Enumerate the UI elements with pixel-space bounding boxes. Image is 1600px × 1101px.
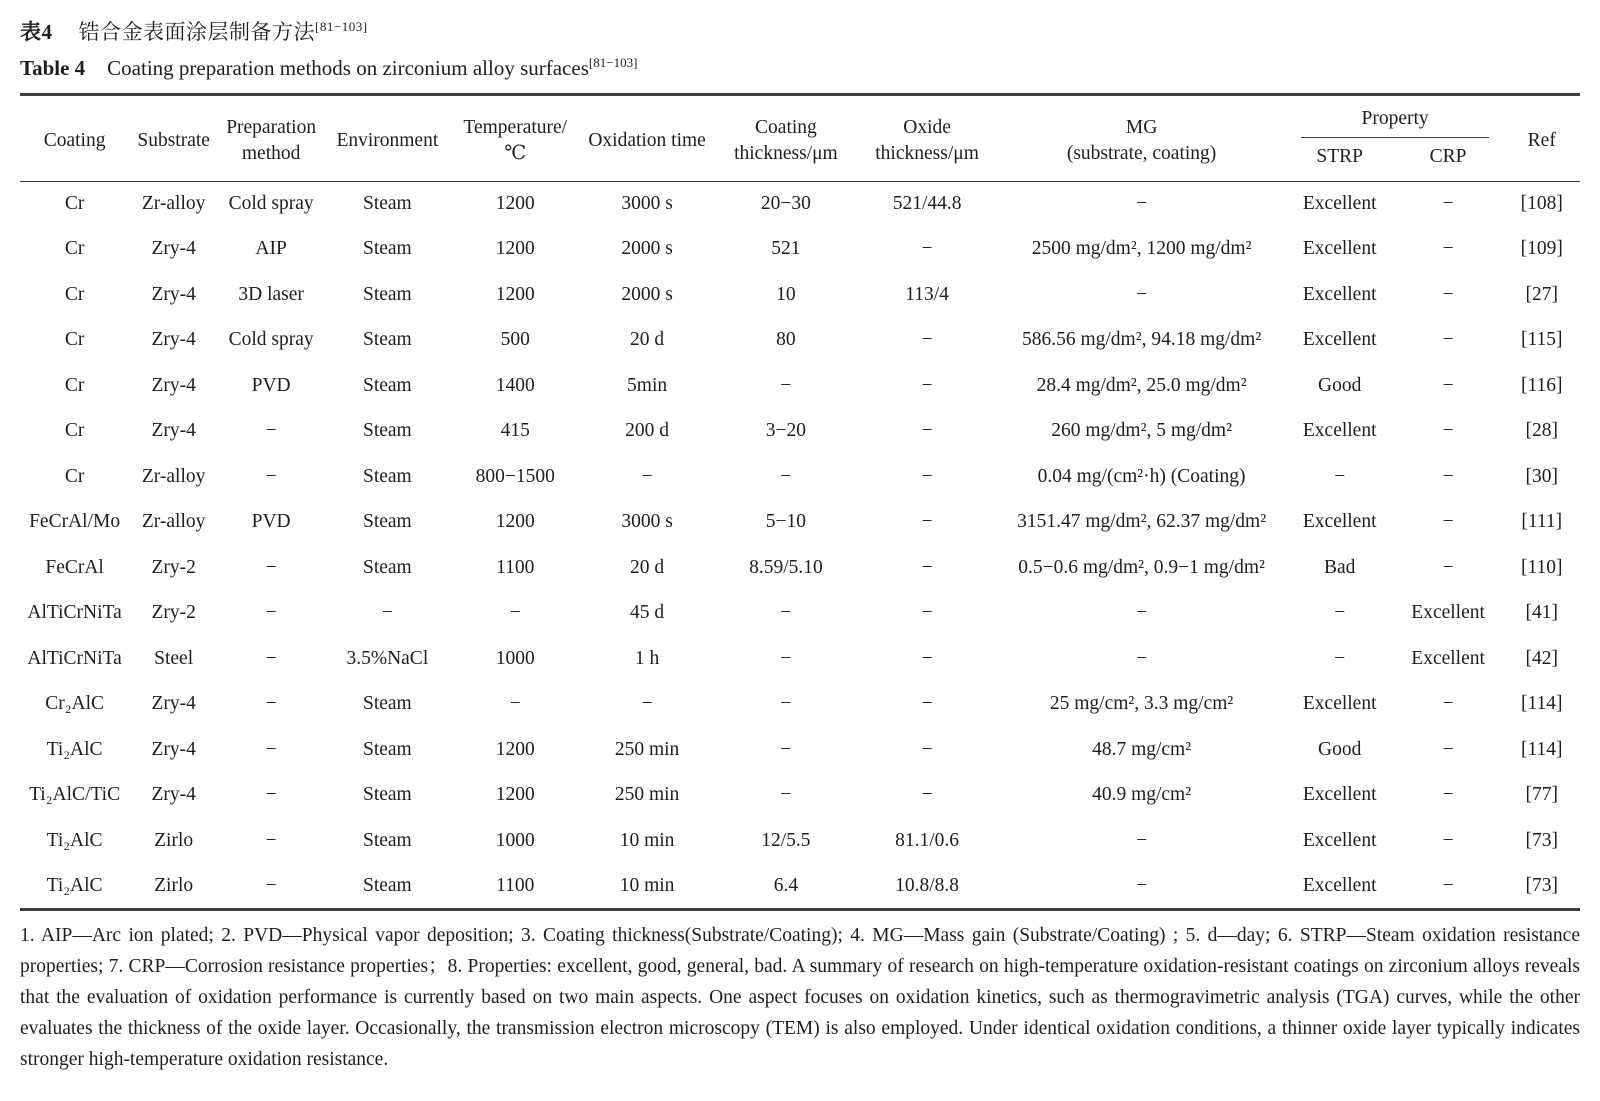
table-title-en-label: Table 4 [20,56,86,80]
col-header-strp: STRP [1316,146,1363,168]
table-row [20,227,1580,273]
table-cell: 800−1500 [475,465,555,487]
table-cell: − [265,647,277,669]
table-cell: PVD [251,374,291,396]
table-cell: Zry-4 [151,329,196,351]
table-cell: − [921,784,933,806]
table-cell: − [265,693,277,715]
col-header-preparation-method: Preparation method [226,117,317,165]
table-cell: Steam [362,329,412,351]
table-cell: Ti₂AlC [46,874,103,896]
table-cell: Cr [64,329,85,351]
table-cell: − [780,647,792,669]
table-cell: 81.1/0.6 [895,829,960,851]
table-cell: Steam [362,465,412,487]
table-cell: 521 [771,238,801,260]
table-cell: 20 d [630,556,665,578]
table-cell: 500 [500,329,530,351]
table-cell: 586.56 mg/dm², 94.18 mg/dm² [1021,329,1262,351]
table-cell: − [921,693,933,715]
table-cell: − [921,238,933,260]
table-cell: − [1136,874,1148,896]
table-title-cn-text: 锆合金表面涂层制备方法 [78,20,315,44]
table-cell: − [921,647,933,669]
table-cell: − [780,784,792,806]
table-cell: 8.59/5.10 [749,556,823,578]
table-cell: Zry-4 [151,420,196,442]
table-row [20,727,1580,773]
table-cell: 1200 [495,738,535,760]
table-cell: 1200 [495,283,535,305]
table-cell: − [921,511,933,533]
table-cell: [114] [1520,693,1563,715]
table-cell: 10 [776,283,796,305]
table-cell: [116] [1520,374,1563,396]
col-header-environment: Environment [336,130,439,152]
table-cell: Cold spray [228,193,314,215]
table-cell: 6.4 [773,874,799,896]
table-cell: 5−10 [765,511,807,533]
table-cell: [108] [1520,193,1563,215]
table-cell: [42] [1525,647,1558,669]
table-cell: Zry-4 [151,738,196,760]
table-header [20,95,1580,182]
table-cell: − [780,693,792,715]
table-cell: − [1334,465,1346,487]
table-cell: Zry-4 [151,784,196,806]
table-cell: Excellent [1302,329,1377,351]
table-cell: 200 d [625,420,670,442]
table-cell: [109] [1520,238,1563,260]
col-header-property-group: Property [1287,95,1504,141]
table-cell: − [1442,420,1454,442]
table-cell: Good [1318,374,1362,396]
table-cell: [41] [1525,602,1558,624]
table-cell: 80 [776,329,796,351]
table-cell: 1200 [495,511,535,533]
table-cell: 1200 [495,784,535,806]
table-cell: [30] [1525,465,1558,487]
table-cell: FeCrAl/Mo [29,511,121,533]
table-cell: Ti₂AlC [46,829,103,851]
table-cell: [110] [1520,556,1563,578]
table-cell: − [1136,647,1148,669]
table-cell: 1000 [495,647,535,669]
table-cell: [28] [1525,420,1558,442]
table-cell: Ti₂AlC [46,738,103,760]
table-cell: Cold spray [228,329,314,351]
table-cell: 0.04 mg/(cm²·h) (Coating) [1037,465,1246,487]
table-cell: AlTiCrNiTa [27,647,122,669]
table-cell: Zry-2 [151,602,196,624]
table-row [20,864,1580,910]
table-cell: Zry-4 [151,283,196,305]
table-cell: 3−20 [765,420,807,442]
table-cell: Zirlo [154,829,194,851]
table-cell: − [1442,465,1454,487]
table-cell: Excellent [1302,283,1377,305]
table-cell: Zirlo [154,874,194,896]
table-cell: − [1136,602,1148,624]
table-footnote: 1. AIP—Arc ion plated; 2. PVD—Physical vapor deposition; 3. Coating thickness(Substrate/Coating); 4. MG—Mass gain (Substrate/Coating) ; 5. d—day; 6. STRP—Steam oxidation resistance properties; 7. CRP—Corrosion resistance properties；8. Properties: excellent, good, general, bad. A summary of research on high-temperature oxidation-resistant coatings on zirconium alloys reveals that the evaluation of oxidation performance is currently based on two main aspects. One aspect focuses on oxidation kinetics, such as thermogravimetric analysis (TGA) curves, while the other evaluates the thickness of the oxide layer. Occasionally, the transmission electron microscopy (TEM) is also employed. Under identical oxidation conditions, a thinner oxide layer typically indicates stronger high-temperature oxidation resistance. [20,924,1580,1071]
table-cell: − [780,738,792,760]
table-cell: − [1442,738,1454,760]
table-cell: [115] [1520,329,1563,351]
table-cell: − [265,874,277,896]
table-cell: − [1442,374,1454,396]
table-cell: Excellent [1411,647,1485,669]
table-cell: 2000 s [621,283,673,305]
table-cell: Excellent [1411,602,1485,624]
table-cell: − [265,784,277,806]
table-cell: Good [1318,738,1362,760]
table-cell: 2000 s [621,238,673,260]
table-cell: Excellent [1302,238,1377,260]
table-row [20,409,1580,455]
coating-methods-table [20,93,1580,911]
table-cell: − [1442,874,1454,896]
table-cell: Zr-alloy [141,511,206,533]
table-cell: Steam [362,511,412,533]
table-cell: 260 mg/dm², 5 mg/dm² [1051,420,1232,442]
table-cell: − [921,420,933,442]
table-cell: 1400 [495,374,535,396]
table-cell: 48.7 mg/cm² [1092,738,1192,760]
table-cell: − [641,693,653,715]
col-header-ref: Ref [1527,130,1556,152]
table-cell: Cr [64,283,85,305]
table-row [20,636,1580,682]
table-cell: Steam [362,374,412,396]
table-row [20,363,1580,409]
col-header-coating: Coating [43,130,106,152]
table-cell: − [921,556,933,578]
table-cell: Zry-2 [151,556,196,578]
table-cell: − [1442,511,1454,533]
table-cell: − [1334,602,1346,624]
table-title-en-ref-sup: [81−103] [588,55,638,70]
table-cell: AlTiCrNiTa [27,602,122,624]
table-row [20,454,1580,500]
table-cell: − [1334,647,1346,669]
table-cell: − [1442,556,1454,578]
table-cell: − [1442,784,1454,806]
table-body [20,181,1580,909]
table-cell: Steam [362,420,412,442]
table-title-cn-ref-sup: [81−103] [315,19,368,34]
table-cell: 1100 [496,874,535,896]
table-cell: − [641,465,653,487]
table-cell: Zr-alloy [141,193,206,215]
table-cell: Steam [362,693,412,715]
table-cell: 20−30 [760,193,811,215]
table-cell: 521/44.8 [892,193,962,215]
table-row [20,181,1580,227]
table-cell: − [509,693,521,715]
table-cell: − [509,602,521,624]
table-cell: − [921,329,933,351]
table-cell: 25 mg/cm², 3.3 mg/cm² [1049,693,1234,715]
table-cell: 3.5%NaCl [346,647,429,669]
table-cell: Steam [362,874,412,896]
table-row [20,318,1580,364]
table-title-cn-label: 表4 [20,20,53,44]
col-header-substrate: Substrate [137,130,210,152]
table-cell: Bad [1323,556,1356,578]
table-row [20,545,1580,591]
table-cell: − [921,602,933,624]
table-cell: Excellent [1302,874,1377,896]
table-cell: − [921,738,933,760]
table-cell: Ti₂AlC/TiC [29,784,121,806]
table-cell: [73] [1525,874,1558,896]
table-cell: − [921,374,933,396]
table-cell: Cr₂AlC [45,693,104,715]
table-cell: Steam [362,738,412,760]
col-header-crp: CRP [1429,146,1467,168]
table-title-en [20,56,1580,81]
table-cell: Cr [64,374,85,396]
table-cell: Excellent [1302,693,1377,715]
table-cell: Steam [362,193,412,215]
table-cell: − [265,602,277,624]
table-cell: Steam [362,238,412,260]
col-header-oxidation-time: Oxidation time [588,130,706,152]
table-title-cn [20,16,1580,46]
table-cell: Steam [362,283,412,305]
table-row [20,682,1580,728]
table-cell: − [1442,193,1454,215]
table-cell: 415 [500,420,530,442]
table-cell: − [1442,283,1454,305]
table-cell: 40.9 mg/cm² [1092,784,1192,806]
table-row [20,773,1580,819]
table-cell: Cr [64,193,85,215]
table-cell: 3000 s [621,511,673,533]
table-cell: Zry-4 [151,693,196,715]
table-cell: 1000 [495,829,535,851]
table-cell: − [1442,238,1454,260]
table-cell: 113/4 [905,283,949,305]
table-cell: Excellent [1302,193,1377,215]
table-cell: − [780,465,792,487]
table-cell: − [1136,283,1148,305]
table-cell: − [780,602,792,624]
table-cell: − [381,602,393,624]
table-cell: 5min [627,374,668,396]
table-cell: FeCrAl [45,556,104,578]
table-cell: − [1136,829,1148,851]
table-cell: − [1136,193,1148,215]
table-row [20,818,1580,864]
table-cell: − [265,556,277,578]
table-row [20,272,1580,318]
table-cell: 28.4 mg/dm², 25.0 mg/dm² [1036,374,1247,396]
table-cell: PVD [251,511,291,533]
table-cell: Steam [362,829,412,851]
table-cell: AIP [255,238,287,260]
col-header-temperature: Temperature/ ℃ [463,117,568,165]
table-cell: [114] [1520,738,1563,760]
table-row [20,591,1580,637]
col-header-oxide-thickness: Oxide thickness/μm [875,117,979,165]
table-cell: − [1442,829,1454,851]
table-cell: − [265,465,277,487]
table-cell: 10 min [619,874,675,896]
table-cell: Excellent [1302,829,1377,851]
table-cell: 250 min [614,784,680,806]
table-cell: 1100 [496,556,535,578]
table-cell: Zry-4 [151,374,196,396]
table-cell: − [265,738,277,760]
table-cell: 0.5−0.6 mg/dm², 0.9−1 mg/dm² [1018,556,1265,578]
table-cell: Excellent [1302,420,1377,442]
table-cell: 1200 [495,238,535,260]
table-cell: − [1442,693,1454,715]
table-cell: Zry-4 [151,238,196,260]
table-cell: 2500 mg/dm², 1200 mg/dm² [1031,238,1252,260]
table-row [20,500,1580,546]
table-cell: 12/5.5 [761,829,811,851]
table-cell: − [921,465,933,487]
table-cell: Cr [64,238,85,260]
table-cell: − [1442,329,1454,351]
table-cell: Cr [64,465,85,487]
table-cell: 10.8/8.8 [895,874,960,896]
table-cell: 3000 s [621,193,673,215]
col-header-mass-gain: MG (substrate, coating) [1066,117,1217,165]
table-cell: 3151.47 mg/dm², 62.37 mg/dm² [1017,511,1267,533]
table-cell: − [265,420,277,442]
table-cell: Cr [64,420,85,442]
table-cell: 1200 [495,193,535,215]
table-cell: [111] [1521,511,1563,533]
table-cell: [77] [1525,784,1558,806]
table-title-en-text: Coating preparation methods on zirconium alloy surfaces [107,56,589,80]
table-cell: [73] [1525,829,1558,851]
table-cell: Steam [362,556,412,578]
table-cell: 1 h [634,647,660,669]
table-cell: 20 d [630,329,665,351]
table-cell: Zr-alloy [141,465,206,487]
table-cell: Steel [154,647,194,669]
table-cell: Excellent [1302,511,1377,533]
table-cell: 250 min [614,738,680,760]
table-cell: 10 min [619,829,675,851]
table-cell: 45 d [630,602,665,624]
table-cell: Excellent [1302,784,1377,806]
table-cell: − [265,829,277,851]
table-cell: Steam [362,784,412,806]
header-row-1 [20,95,1580,141]
table-cell: [27] [1525,283,1558,305]
col-header-coating-thickness: Coating thickness/μm [734,117,838,165]
table-cell: 3D laser [238,283,304,305]
table-cell: − [780,374,792,396]
